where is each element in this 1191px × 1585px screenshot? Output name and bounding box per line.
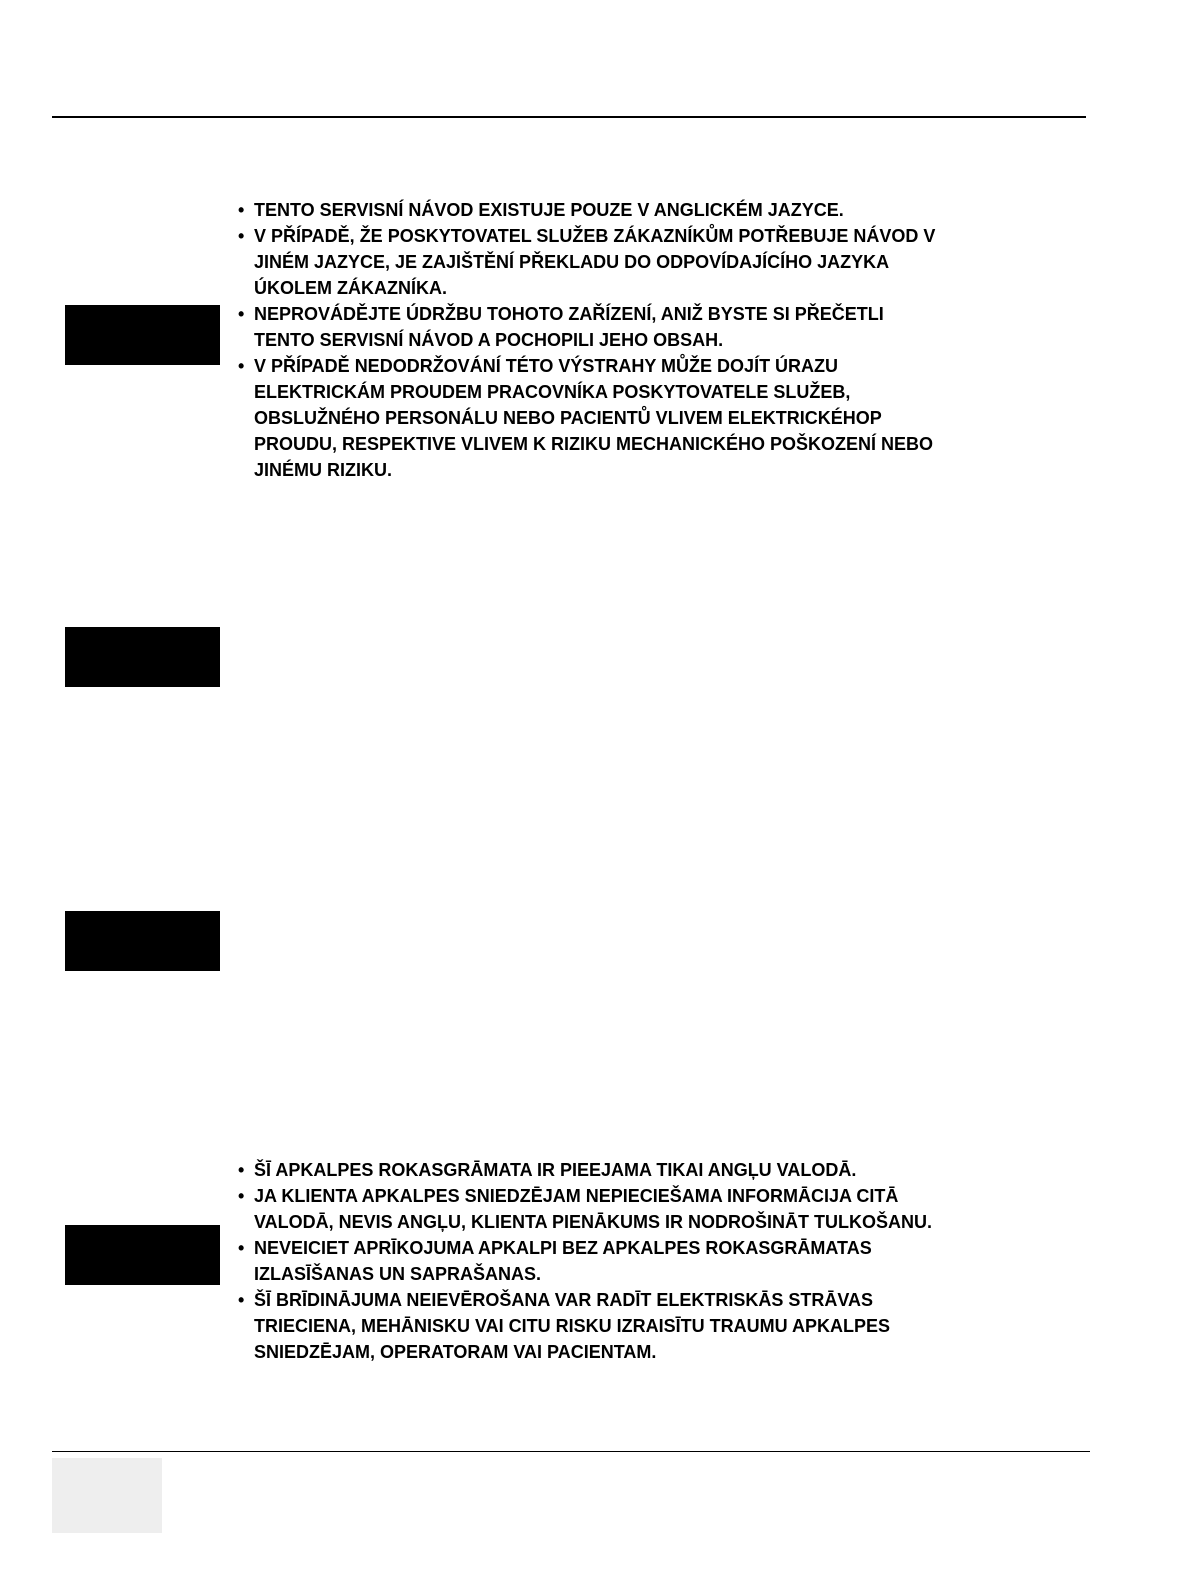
warning-label-box-3 <box>65 911 220 971</box>
warning-item-line: • ŠĪ APKALPES ROKASGRĀMATA IR PIEEJAMA TIKAI ANGĻU VALODĀ. <box>254 1160 857 1180</box>
warning-item-line: • JA KLIENTA APKALPES SNIEDZĒJAM NEPIECIEŠAMA INFORMĀCIJA CITĀ <box>254 1186 899 1206</box>
warning-item-line: PROUDU, RESPEKTIVE VLIVEM K RIZIKU MECHANICKÉHO POŠKOZENÍ NEBO <box>254 434 934 454</box>
warning-item <box>238 223 1068 301</box>
warning-item-line: ELEKTRICKÁM PROUDEM PRACOVNÍKA POSKYTOVATELE SLUŽEB, <box>254 382 851 402</box>
warning-item <box>238 1183 1068 1235</box>
warning-item <box>238 197 1068 223</box>
warning-item-line: TRIECIENA, MEHĀNISKU VAI CITU RISKU IZRAISĪTU TRAUMU APKALPES <box>254 1316 891 1336</box>
warning-item <box>238 1287 1068 1365</box>
latvian-warning-list <box>238 1157 1068 1365</box>
header-rule <box>52 116 1086 118</box>
warning-item-line: VALODĀ, NEVIS ANGĻU, KLIENTA PIENĀKUMS IR NODROŠINĀT TULKOŠANU. <box>254 1212 933 1232</box>
warning-item-line: JINÉMU RIZIKU. <box>254 460 393 480</box>
warning-item-line: ÚKOLEM ZÁKAZNÍKA. <box>254 278 447 298</box>
warning-item <box>238 301 1068 353</box>
warning-item <box>238 1235 1068 1287</box>
warning-label-box-1 <box>65 305 220 365</box>
warning-item-line: • TENTO SERVISNÍ NÁVOD EXISTUJE POUZE V ANGLICKÉM JAZYCE. <box>254 200 844 220</box>
warning-item-line: • ŠĪ BRĪDINĀJUMA NEIEVĒROŠANA VAR RADĪT ELEKTRISKĀS STRĀVAS <box>254 1290 874 1310</box>
warning-item-line: JINÉM JAZYCE, JE ZAJIŠTĚNÍ PŘEKLADU DO ODPOVÍDAJÍCÍHO JAZYKA <box>254 252 890 272</box>
warning-item-line: SNIEDZĒJAM, OPERATORAM VAI PACIENTAM. <box>254 1342 657 1362</box>
warning-label-box-2 <box>65 627 220 687</box>
czech-warning-list <box>238 197 1068 483</box>
warning-item-line: OBSLUŽNÉHO PERSONÁLU NEBO PACIENTŮ VLIVEM ELEKTRICKÉHOP <box>254 408 882 428</box>
footer-rule <box>52 1451 1090 1452</box>
warning-label-box-4 <box>65 1225 220 1285</box>
warning-item-line: • V PŘÍPADĚ NEDODRŽOVÁNÍ TÉTO VÝSTRAHY MŮŽE DOJÍT ÚRAZU <box>254 356 839 376</box>
warning-item <box>238 353 1068 483</box>
warning-item-line: IZLASĪŠANAS UN SAPRAŠANAS. <box>254 1264 542 1284</box>
warning-item-line: • V PŘÍPADĚ, ŽE POSKYTOVATEL SLUŽEB ZÁKAZNÍKŮM POTŘEBUJE NÁVOD V <box>254 226 936 246</box>
warning-item-line: • NEVEICIET APRĪKOJUMA APKALPI BEZ APKALPES ROKASGRĀMATAS <box>254 1238 872 1258</box>
warning-item-line: TENTO SERVISNÍ NÁVOD A POCHOPILI JEHO OBSAH. <box>254 330 724 350</box>
page-number-tab <box>52 1458 162 1533</box>
warning-item-line: • NEPROVÁDĚJTE ÚDRŽBU TOHOTO ZAŘÍZENÍ, ANIŽ BYSTE SI PŘEČETLI <box>254 304 884 324</box>
warning-item <box>238 1157 1068 1183</box>
